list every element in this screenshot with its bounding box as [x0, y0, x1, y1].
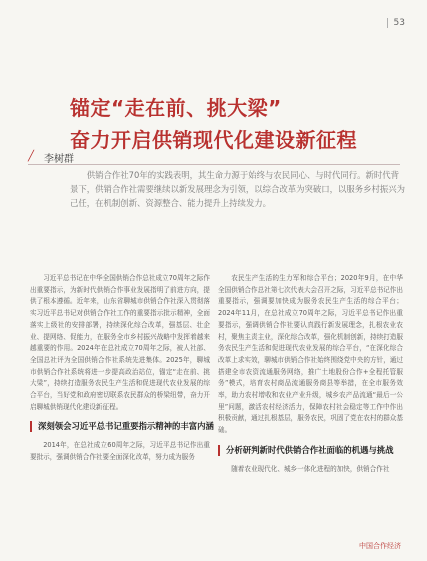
abstract: 供销合作社70年的实践表明，其生命力源于始终与农民同心、与时代同行。新时代背景下，供销合作社需要继续以新发展理念为引领，以综合改革为突破口，以服务乡村振兴为己任，在机制创新、资源整合、能力提升上持续发力。 — [70, 170, 405, 208]
body-paragraph: 习近平总书记在中华全国供销合作总社成立70周年之际作出重要指示，为新时代供销合作事业发展指明了前进方向，提供了根本遵循。近年来，山东省聊城市供销合作社深入贯彻落实习近平总书记对供销合作社工作的重要指示批示精神，全面落实上级社的安排部署，持续深化综合改革，强基层、壮企业、提网络、促能力，在服务全市乡村振兴战略中发挥着越来越重要的作用。2024年在总社成立70周年之际，被人社部、全国总社评为全国供销合作社系统先进集体。2025年，聊城市供销合作社系统将进一步提高政治站位，锚定“走在前、挑大梁”，持续打造服务农民生产生活和促进现代农业发展的综合平台，当好党和政府密切联系农民群众的桥梁纽带，奋力开启聊城供销现代化建设新征程。 — [30, 274, 210, 411]
body-paragraph: 随着农业现代化、城乡一体化进程的加快，供销合作社 — [231, 464, 390, 473]
section-heading: 分析研判新时代供销合作社面临的机遇与挑战 — [218, 445, 403, 456]
page-number: 53 — [387, 18, 405, 28]
journal-name: 中国合作经济 — [359, 542, 401, 550]
left-column — [30, 273, 214, 464]
right-column — [218, 273, 403, 476]
title-line-2: 奋力开启供销现代化建设新征程 — [70, 128, 357, 152]
section-heading: 深刻领会习近平总书记重要指示精神的丰富内涵 — [30, 421, 210, 432]
title-line-1: 锚定“走在前、挑大梁” — [70, 96, 282, 120]
pen-slash-icon: ╱ — [28, 151, 35, 162]
body-paragraph: 2014年，在总社成立60周年之际，习近平总书记作出重要批示，强调供销合作社要全面深化改革，努力成为服务 — [30, 441, 210, 462]
article-title — [70, 92, 357, 156]
body-paragraph: 农民生产生活的生力军和综合平台；2020年9月，在中华全国供销合作总社第七次代表大会召开之际，习近平总书记作出重要指示，强调要加快成为服务农民生产生活的综合平台；2024年11月，在总社成立70周年之际，习近平总书记作出重要指示，强调供销合作社要认真践行新发展理念，扎根农业农村，聚焦主责主业，深化综合改革，强化机制创新，持续打造服务农民生产生活和促进现代农业发展的综合平台，“在深化综合改革上求实效，聊城市供销合作社始终围绕党中央的方针，通过搭建全市农资流通服务网络，推广土地股份合作+全程托管服务”模式，培育农村商品流通服务商县等举措，在全市服务效率，助力农村增收和农业产业升级，城乡农产品流通“最后一公里”问题，激活农村经济活力，保障农村社会稳定等工作中作出积极贡献，通过扎根基层，服务农民，巩固了党在农村的群众基础。 — [218, 274, 403, 435]
author-byline — [28, 150, 400, 165]
author-name: 李树群 — [44, 154, 74, 165]
